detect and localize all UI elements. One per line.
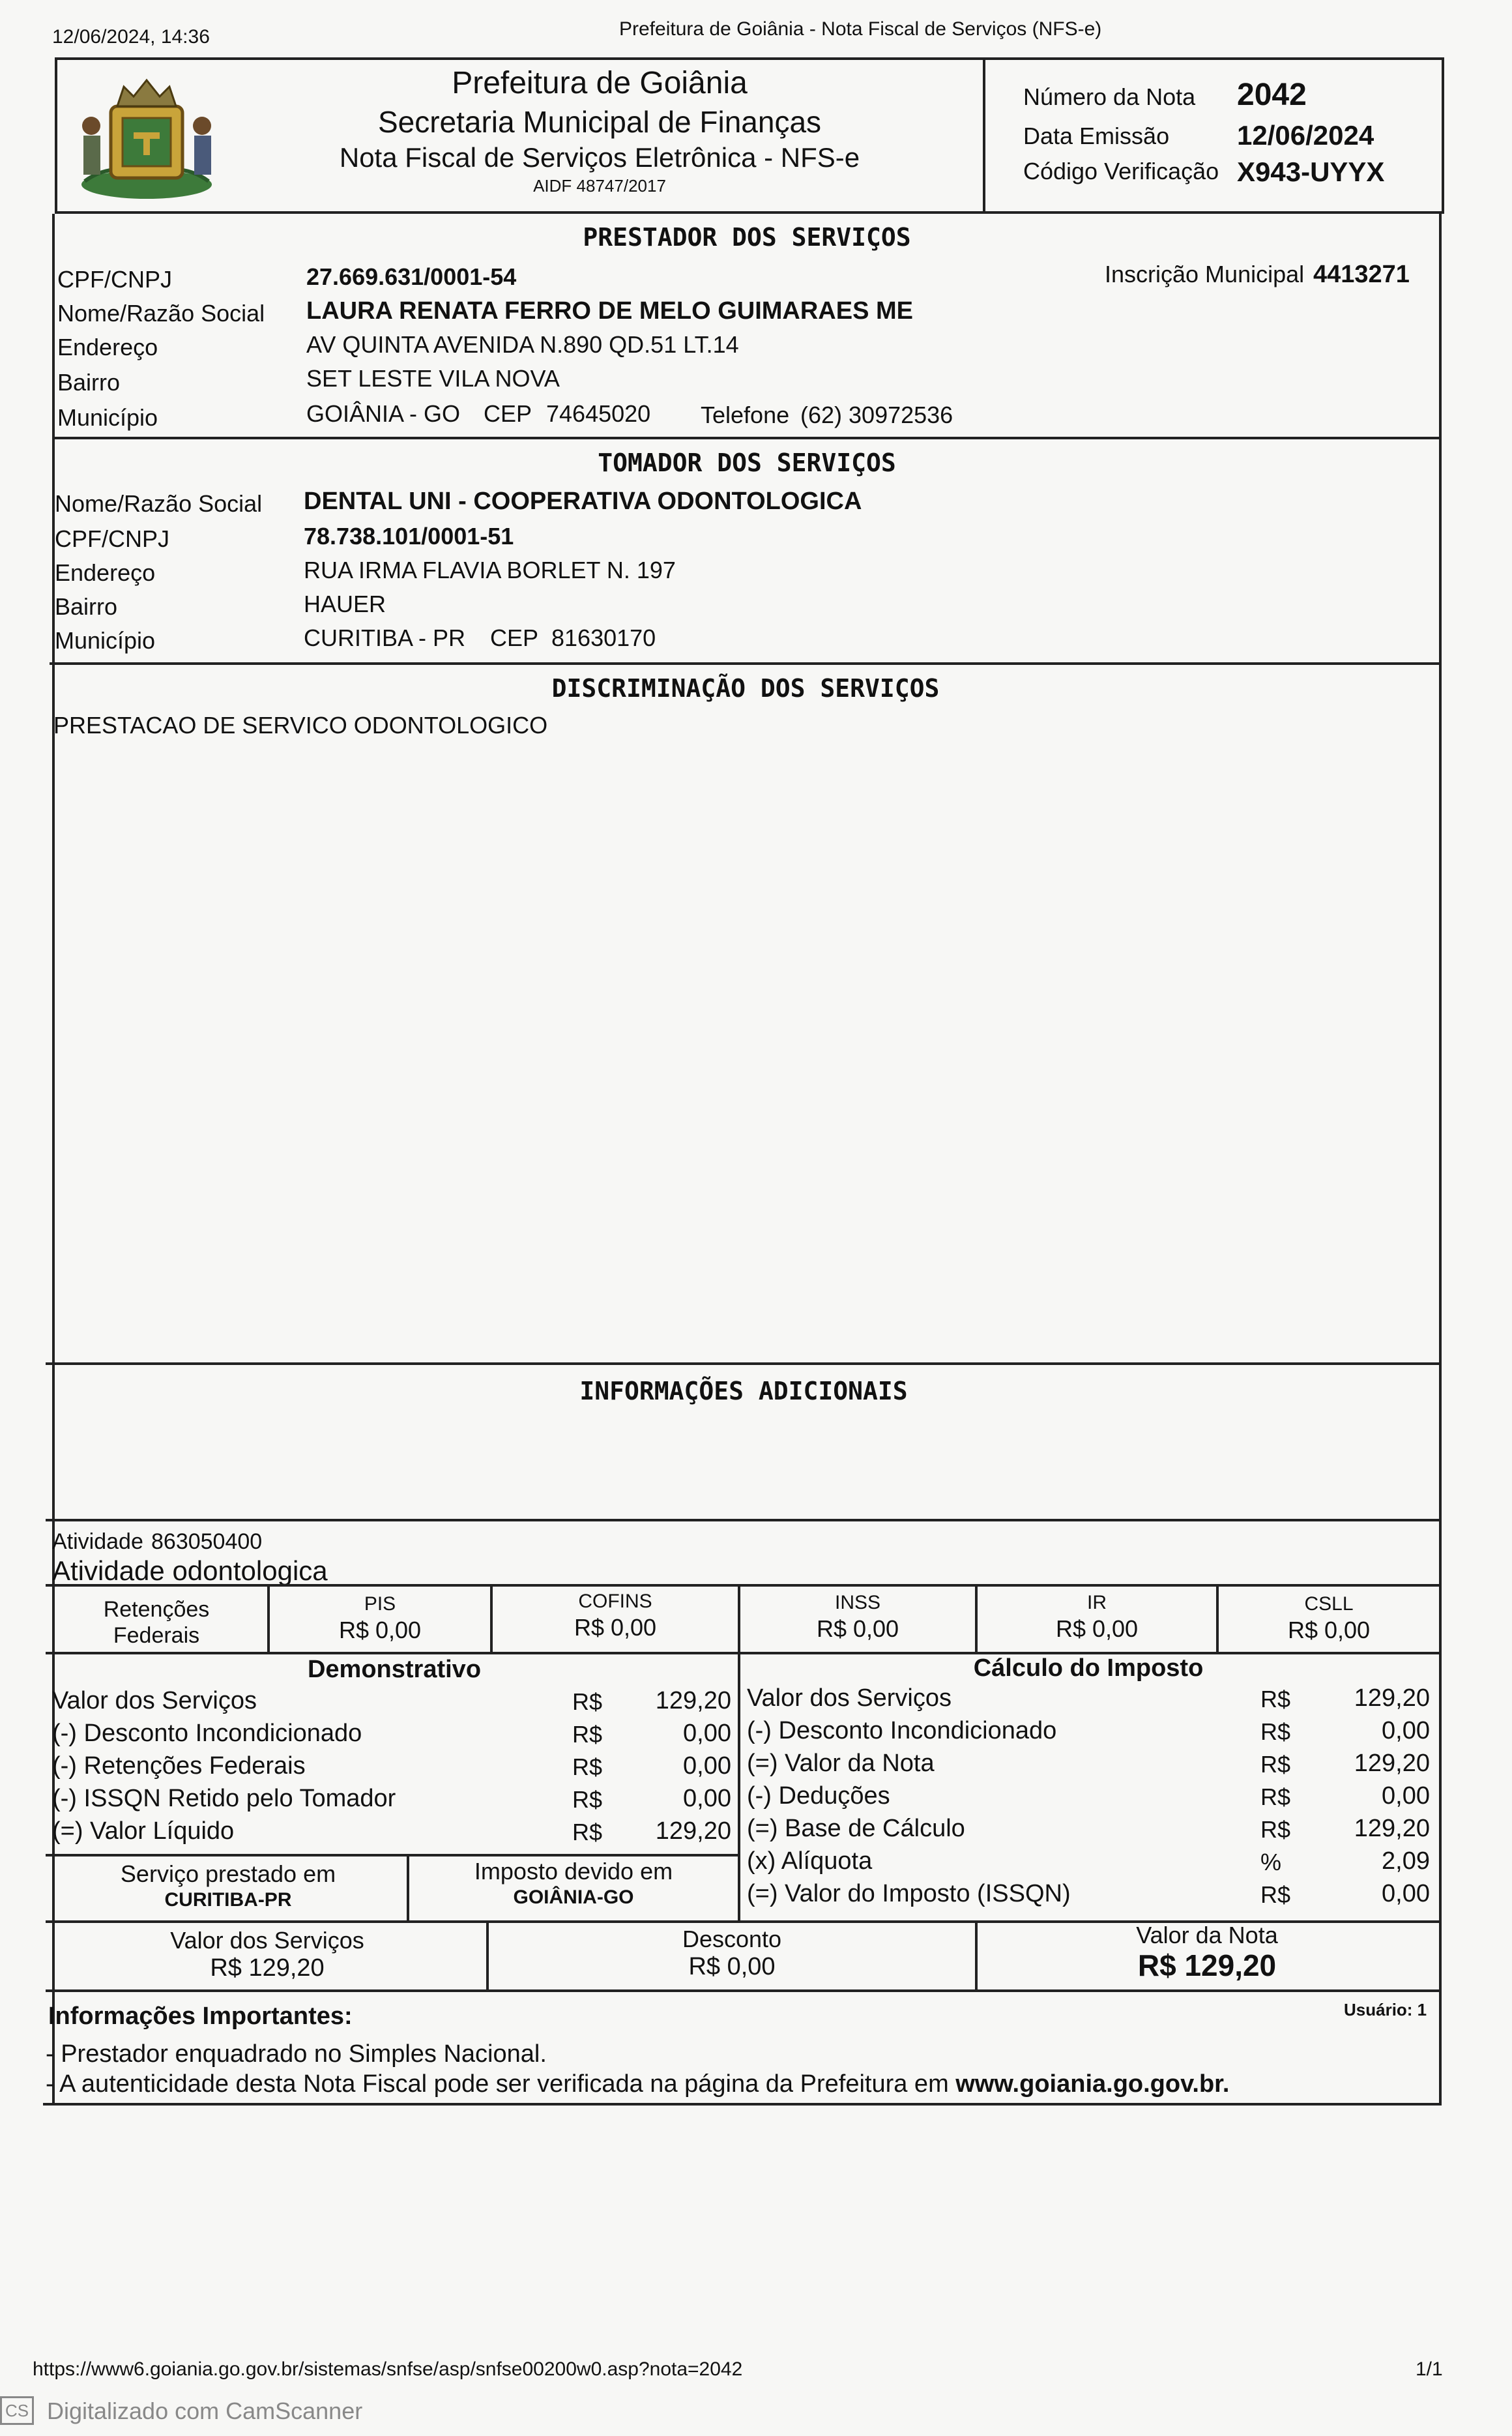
calculo-row-value: 0,00 xyxy=(1382,1782,1430,1810)
calculo-row-label: (-) Deduções xyxy=(747,1782,890,1810)
calculo-row-label: (=) Valor do Imposto (ISSQN) xyxy=(747,1880,1071,1907)
camscanner-logo-icon: CS xyxy=(0,2396,34,2425)
calculo-row-value: 129,20 xyxy=(1354,1750,1430,1777)
calculo-row-value: 0,00 xyxy=(1382,1880,1430,1907)
total-nota-label: Valor da Nota xyxy=(1136,1922,1278,1948)
ret-inss-name: INSS xyxy=(834,1592,881,1613)
calculo-row-value: 0,00 xyxy=(1382,1717,1430,1744)
calculo-row-label: (=) Base de Cálculo xyxy=(747,1815,965,1842)
ret-csll-name: CSLL xyxy=(1304,1593,1354,1615)
calculo-row-value: 129,20 xyxy=(1354,1684,1430,1712)
demonstrativo-title: Demonstrativo xyxy=(307,1656,482,1683)
demonstrativo-row-currency: R$ xyxy=(572,1819,603,1845)
tomador-title: TOMADOR DOS SERVIÇOS xyxy=(598,448,896,477)
calculo-row-value: 129,20 xyxy=(1354,1815,1430,1842)
calculo-row-currency: % xyxy=(1260,1849,1282,1875)
prestador-nome-label: Nome/Razão Social xyxy=(57,300,265,327)
demonstrativo-row-currency: R$ xyxy=(572,1786,603,1813)
demonstrativo-row-label: (-) Desconto Incondicionado xyxy=(52,1720,362,1747)
demonstrativo-row-label: (-) Retenções Federais xyxy=(52,1752,306,1780)
tomador-cpf-value: 78.738.101/0001-51 xyxy=(304,523,514,550)
calculo-row-label: (-) Desconto Incondicionado xyxy=(747,1717,1057,1744)
tomador-endereco-value: RUA IRMA FLAVIA BORLET N. 197 xyxy=(304,557,676,583)
discriminacao-title: DISCRIMINAÇÃO DOS SERVIÇOS xyxy=(551,674,940,703)
ret-inss-value: R$ 0,00 xyxy=(816,1615,899,1642)
tomador-nome-value: DENTAL UNI - COOPERATIVA ODONTOLOGICA xyxy=(304,488,862,515)
atividade-code-label: Atividade xyxy=(52,1529,143,1554)
total-servicos-value: R$ 129,20 xyxy=(210,1954,325,1982)
total-servicos-label: Valor dos Serviços xyxy=(170,1927,364,1954)
retencoes-label-1: Retenções xyxy=(103,1597,210,1622)
prestador-endereco-value: AV QUINTA AVENIDA N.890 QD.51 LT.14 xyxy=(306,331,739,358)
importantes-line1: - Prestador enquadrado no Simples Nacional. xyxy=(46,2040,547,2068)
calculo-row-value: 2,09 xyxy=(1382,1847,1430,1875)
total-nota-value: R$ 129,20 xyxy=(1137,1948,1277,1982)
tomador-cpf-label: CPF/CNPJ xyxy=(55,525,170,552)
calculo-row-currency: R$ xyxy=(1260,1783,1291,1810)
footer-page: 1/1 xyxy=(1416,2358,1443,2380)
divider-info-adicionais xyxy=(46,1519,1442,1521)
total-desconto-label: Desconto xyxy=(682,1926,782,1952)
importantes-usuario: Usuário: 1 xyxy=(1344,2000,1427,2019)
atividade-code-value: 863050400 xyxy=(151,1529,263,1554)
discriminacao-text: PRESTACAO DE SERVICO ODONTOLOGICO xyxy=(53,712,548,739)
header-line3: Nota Fiscal de Serviços Eletrônica - NFS-e xyxy=(339,142,860,173)
prestador-municipio-value: GOIÂNIA - GO xyxy=(306,400,461,427)
calculo-row-currency: R$ xyxy=(1260,1718,1291,1745)
calculo-row-label: (x) Alíquota xyxy=(747,1847,873,1875)
header-line1: Prefeitura de Goiânia xyxy=(452,66,748,100)
data-emissao-label: Data Emissão xyxy=(1023,123,1170,149)
divider-tomador xyxy=(50,662,1442,665)
importantes-line2-text: - A autenticidade desta Nota Fiscal pode ser verificada na página da Prefeitura em xyxy=(46,2070,949,2098)
informacoes-adicionais-title: INFORMAÇÕES ADICIONAIS xyxy=(579,1377,908,1405)
prestador-title: PRESTADOR DOS SERVIÇOS xyxy=(583,223,911,252)
divider-atividade xyxy=(46,1584,1442,1587)
prefeitura-link[interactable]: www.goiania.go.gov.br. xyxy=(955,2070,1230,2098)
ret-csll-value: R$ 0,00 xyxy=(1287,1617,1371,1643)
divider-local xyxy=(46,1854,740,1856)
retencoes-label-2: Federais xyxy=(113,1623,200,1648)
calculo-row-currency: R$ xyxy=(1260,1816,1291,1843)
frame-right xyxy=(1439,214,1442,2104)
local-prestado-value: CURITIBA-PR xyxy=(164,1889,292,1911)
prestador-cpf-value: 27.669.631/0001-54 xyxy=(306,263,517,290)
prestador-municipio-label: Município xyxy=(57,404,158,431)
tomador-municipio-label: Município xyxy=(55,627,156,654)
demonstrativo-row-value: 129,20 xyxy=(655,1817,731,1845)
tomador-bairro-value: HAUER xyxy=(304,591,386,617)
prestador-cpf-label: CPF/CNPJ xyxy=(57,266,173,293)
ret-pis-name: PIS xyxy=(364,1593,396,1615)
prestador-bairro-value: SET LESTE VILA NOVA xyxy=(306,365,560,392)
importantes-title: Informações Importantes: xyxy=(48,2003,353,2030)
ret-pis-value: R$ 0,00 xyxy=(338,1617,422,1643)
print-datetime: 12/06/2024, 14:36 xyxy=(52,26,210,48)
tomador-cep-label: CEP xyxy=(490,624,539,651)
numero-nota-value: 2042 xyxy=(1237,78,1307,112)
print-page-title: Prefeitura de Goiânia - Nota Fiscal de Serviços (NFS-e) xyxy=(619,18,1102,40)
inscricao-municipal-value: 4413271 xyxy=(1313,261,1410,288)
demonstrativo-row-label: (-) ISSQN Retido pelo Tomador xyxy=(52,1785,396,1812)
divider-discriminacao xyxy=(46,1362,1442,1365)
demonstrativo-row-currency: R$ xyxy=(572,1754,603,1780)
divider-prestador xyxy=(52,437,1442,439)
demonstrativo-row-value: 0,00 xyxy=(683,1752,731,1780)
ret-ir-value: R$ 0,00 xyxy=(1055,1615,1139,1642)
ret-ir-name: IR xyxy=(1087,1592,1107,1613)
goiania-crest-icon xyxy=(72,70,222,204)
header-divider xyxy=(983,57,985,214)
total-desconto-value: R$ 0,00 xyxy=(688,1953,776,1980)
demonstrativo-row-label: Valor dos Serviços xyxy=(52,1687,257,1714)
tomador-cep-value: 81630170 xyxy=(551,624,656,651)
prestador-cep-label: CEP xyxy=(484,400,532,427)
local-devido-value: GOIÂNIA-GO xyxy=(513,1886,634,1908)
calculo-row-label: (=) Valor da Nota xyxy=(747,1750,935,1777)
prestador-cep-value: 74645020 xyxy=(546,400,651,427)
calculo-row-currency: R$ xyxy=(1260,1751,1291,1778)
calculo-row-label: Valor dos Serviços xyxy=(747,1684,952,1712)
demonstrativo-row-value: 129,20 xyxy=(655,1687,731,1714)
header-aidf: AIDF 48747/2017 xyxy=(533,176,666,196)
codigo-verificacao-label: Código Verificação xyxy=(1023,158,1219,184)
prestador-telefone-value: (62) 30972536 xyxy=(800,402,953,428)
numero-nota-label: Número da Nota xyxy=(1023,83,1196,110)
prestador-telefone-label: Telefone xyxy=(701,402,790,428)
demonstrativo-row-currency: R$ xyxy=(572,1688,603,1715)
local-devido-label: Imposto devido em xyxy=(474,1858,673,1885)
calculo-row-currency: R$ xyxy=(1260,1881,1291,1908)
footer-url: https://www6.goiania.go.gov.br/sistemas/snfse/asp/snfse00200w0.asp?nota=2042 xyxy=(33,2358,743,2380)
local-col-divider xyxy=(407,1854,409,1920)
demonstrativo-row-value: 0,00 xyxy=(683,1785,731,1812)
calculo-title: Cálculo do Imposto xyxy=(973,1654,1204,1682)
calculo-row-currency: R$ xyxy=(1260,1686,1291,1712)
prestador-endereco-label: Endereço xyxy=(57,334,158,360)
tomador-bairro-label: Bairro xyxy=(55,593,118,620)
atividade-description: Atividade odontologica xyxy=(52,1555,328,1586)
tomador-nome-label: Nome/Razão Social xyxy=(55,490,263,517)
prestador-nome-value: LAURA RENATA FERRO DE MELO GUIMARAES ME xyxy=(306,297,913,325)
divider-totais-bottom xyxy=(46,1989,1442,1992)
tomador-endereco-label: Endereço xyxy=(55,559,156,586)
tomador-municipio-value: CURITIBA - PR xyxy=(304,624,466,651)
demonstrativo-row-label: (=) Valor Líquido xyxy=(52,1817,235,1845)
data-emissao-value: 12/06/2024 xyxy=(1237,120,1374,151)
importantes-line2 xyxy=(46,2070,1229,2098)
inscricao-municipal-label: Inscrição Municipal xyxy=(1105,261,1305,287)
ret-cofins-value: R$ 0,00 xyxy=(574,1614,657,1641)
codigo-verificacao-value: X943-UYYX xyxy=(1237,156,1385,187)
header-line2: Secretaria Municipal de Finanças xyxy=(377,105,822,139)
demonstrativo-row-currency: R$ xyxy=(572,1721,603,1748)
ret-cofins-name: COFINS xyxy=(578,1591,652,1612)
demonstrativo-divider xyxy=(738,1652,740,1920)
camscanner-text: Digitalizado com CamScanner xyxy=(47,2398,363,2424)
demonstrativo-row-value: 0,00 xyxy=(683,1720,731,1747)
frame-bottom xyxy=(43,2103,1442,2106)
local-prestado-label: Serviço prestado em xyxy=(120,1860,336,1887)
prestador-bairro-label: Bairro xyxy=(57,369,121,396)
